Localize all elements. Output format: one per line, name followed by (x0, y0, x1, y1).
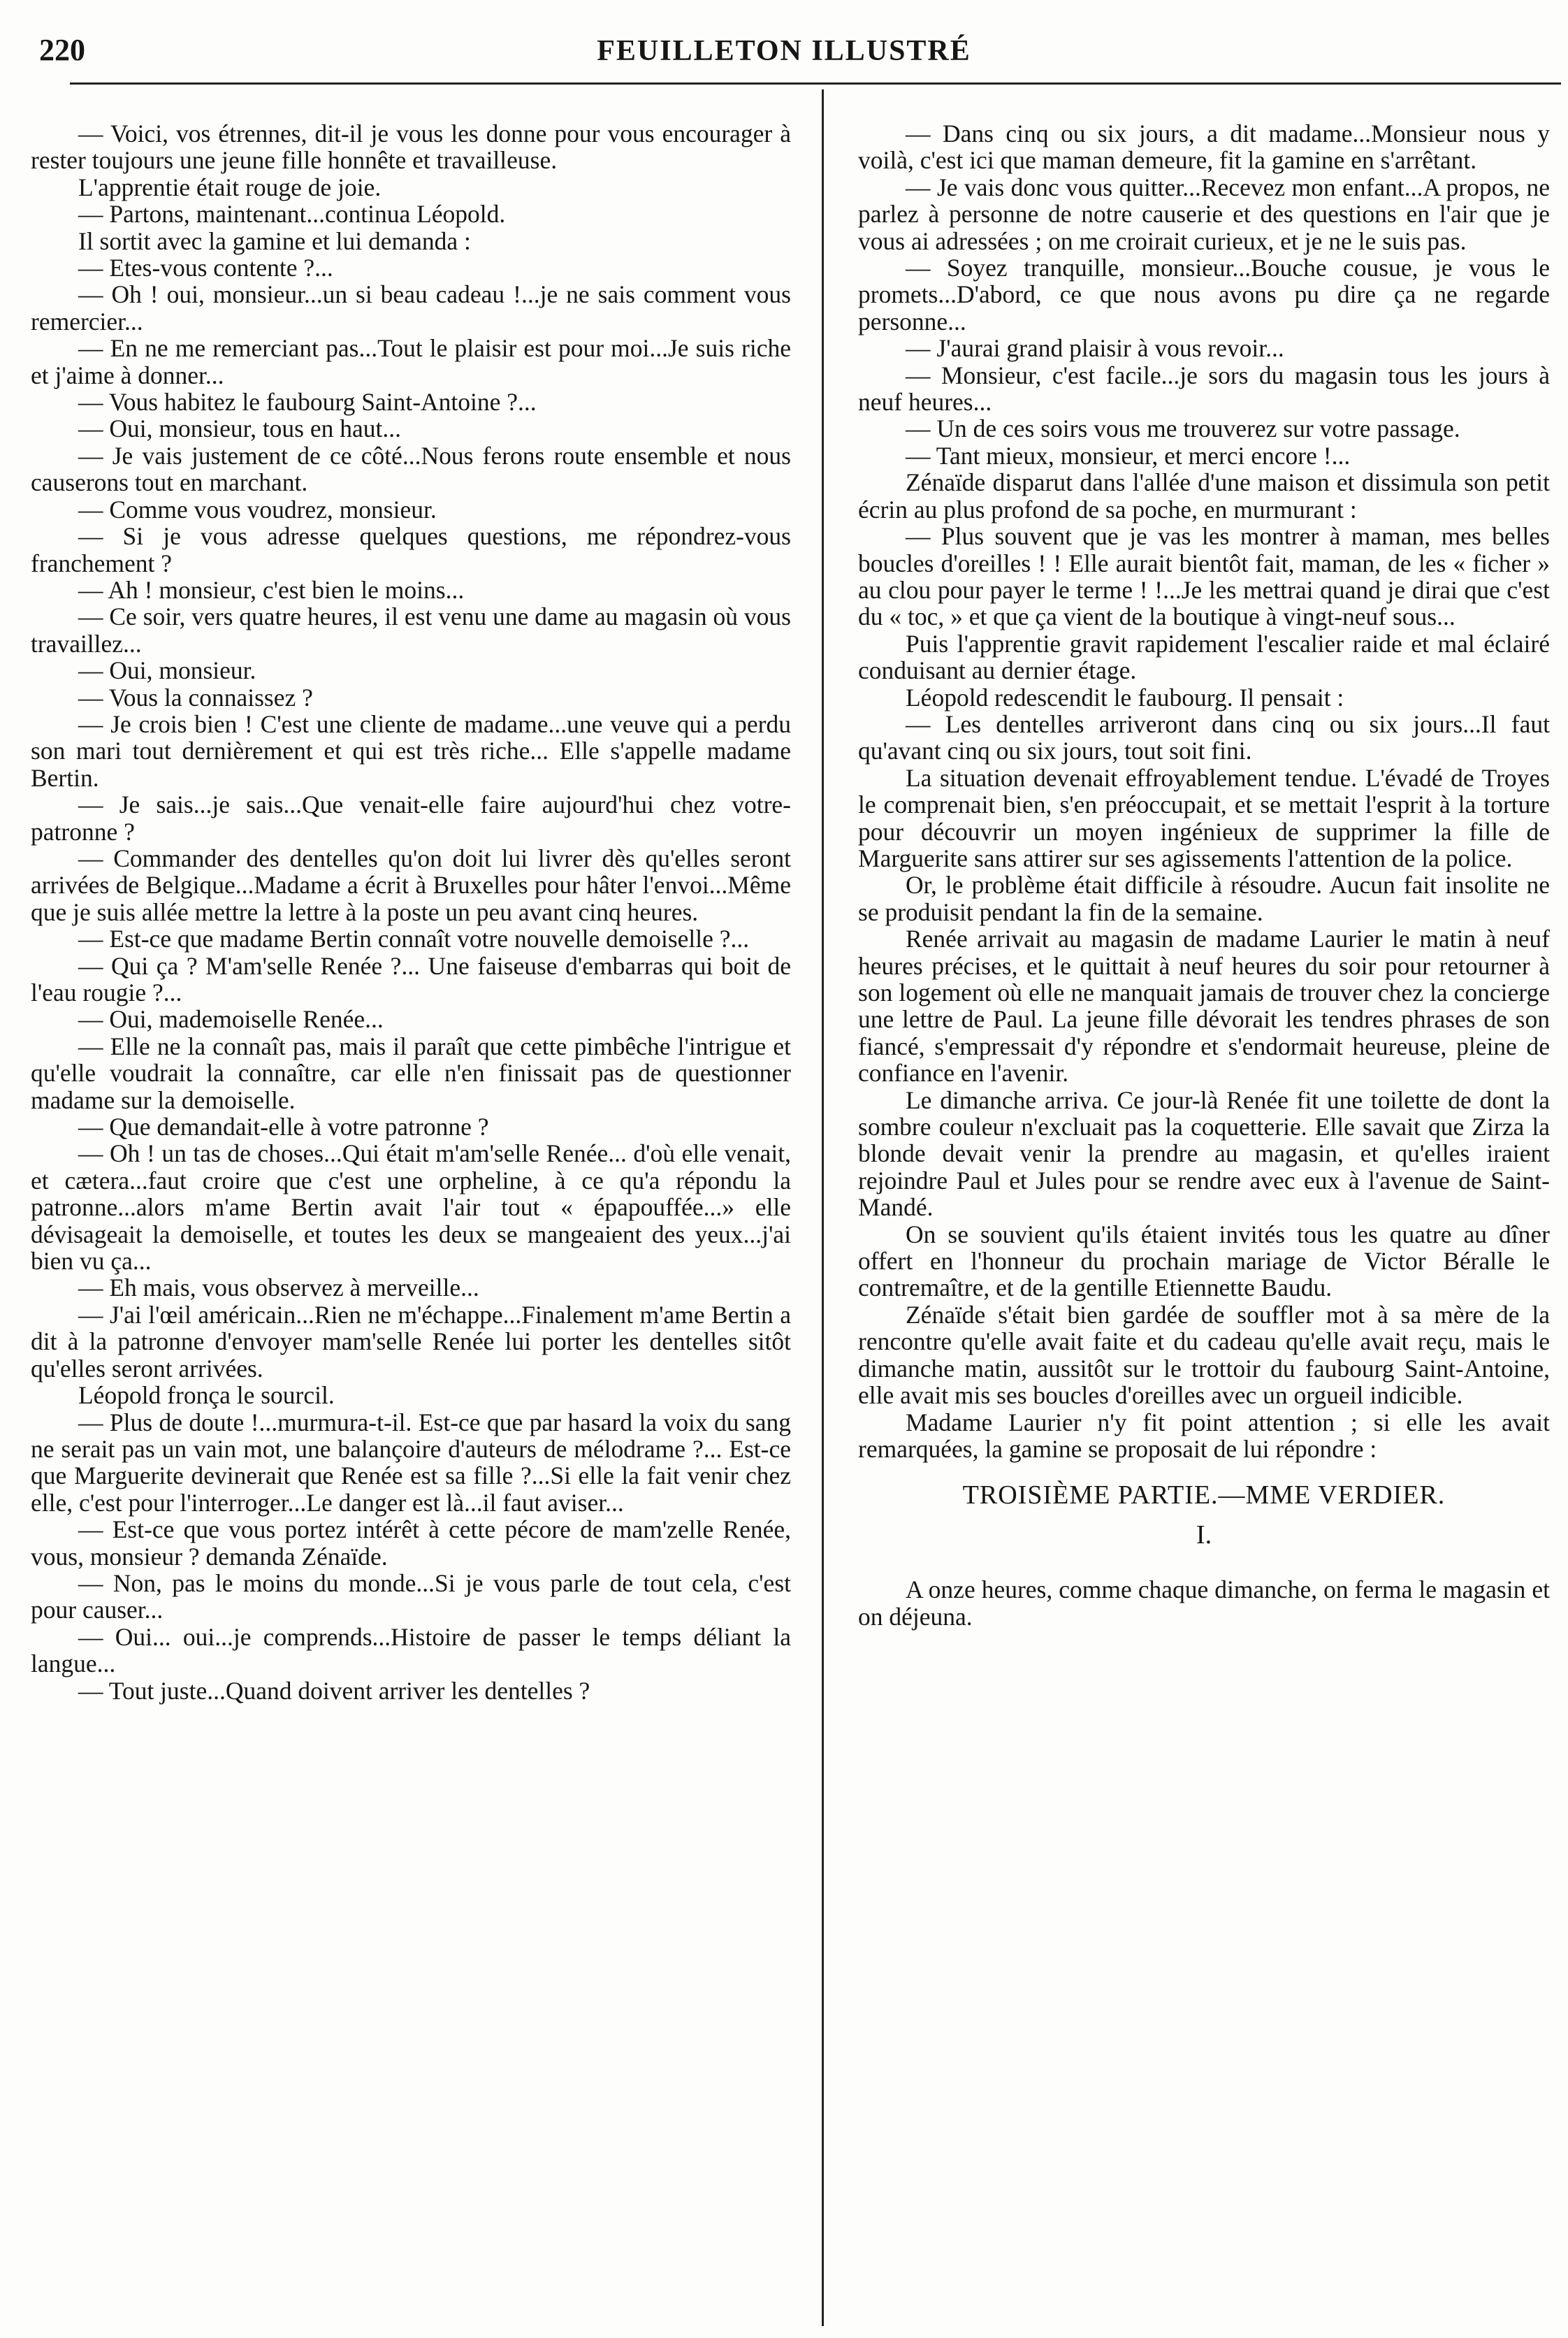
paragraph: A onze heures, comme chaque dimanche, on ferma le magasin et on déjeuna. (858, 1575, 1550, 1631)
paragraph: — Comme vous voudrez, monsieur. (78, 495, 437, 524)
paragraph: — Eh mais, vous observez à merveille... (78, 1273, 479, 1302)
paragraph: Renée arrivait au magasin de madame Laurier le matin à neuf heures précises, et le quittait à neuf heures du soir pour retourner à son logement où elle ne manquait jamais de trouver chez la concierge une lettre de Paul. La jeune fille dévorait les tendres phrases de son fiancé, s'empressait d'y répondre et s'endormait heureuse, pleine de confiance en l'avenir. (858, 925, 1550, 1088)
paragraph: — Vous la connaissez ? (78, 683, 313, 712)
paragraph: — Oui, monsieur. (78, 656, 256, 685)
paragraph: — Plus souvent que je vas les montrer à maman, mes belles boucles d'oreilles ! ! Elle aurait bientôt fait, maman, de les « ficher » au clou pour payer le terme ! !...Je les mettrai quand je dirai que c'est du « toc, » et que ça vient de la boutique à vingt-neuf sous... (858, 522, 1550, 631)
section-title: TROISIÈME PARTIE.—MME VERDIER. (962, 1480, 1446, 1510)
paragraph: — Qui ça ? M'am'selle Renée ?... Une faiseuse d'embarras qui boit de l'eau rougie ?... (31, 951, 791, 1006)
paragraph: — Oh ! un tas de choses...Qui était m'am'selle Renée... d'où elle venait, et cætera...faut croire que c'est une orpheline, à ce qu'a répondu la patronne...alors m'ame Bertin avait l'air tout « épapouffée...» elle dévisageait la demoiselle, et toutes les deux se mangeaient des yeux...j'ai bien vu ça... (31, 1139, 791, 1276)
paragraph: Léopold fronça le sourcil. (78, 1381, 335, 1410)
paragraph: — Je vais justement de ce côté...Nous ferons route ensemble et nous causerons tout en marchant. (31, 441, 791, 497)
paragraph: — Un de ces soirs vous me trouverez sur votre passage. (906, 414, 1460, 443)
paragraph: — Les dentelles arriveront dans cinq ou six jours...Il faut qu'avant cinq ou six jours, tout soit fini. (858, 709, 1550, 765)
paragraph: — Vous habitez le faubourg Saint-Antoine ?... (78, 388, 537, 417)
paragraph: — Non, pas le moins du monde...Si je vous parle de tout cela, c'est pour causer... (31, 1568, 791, 1624)
right-column (858, 120, 1550, 1630)
paragraph: — Que demandait-elle à votre patronne ? (78, 1113, 489, 1141)
paragraph: — Oui, monsieur, tous en haut... (78, 414, 402, 443)
chapter-number: I. (1196, 1520, 1212, 1550)
left-column (31, 120, 791, 1704)
paragraph: La situation devenait effroyablement tendue. L'évadé de Troyes le comprenait bien, s'en préoccupait, et se mettait l'esprit à la torture pour découvrir un moyen ingénieux de supprimer la fille de Marguerite sans attirer sur ses agissements l'attention de la police. (858, 763, 1550, 872)
page-number: 220 (39, 33, 85, 67)
paragraph: — Commander des dentelles qu'on doit lui livrer dès qu'elles seront arrivées de Belgique...Madame a écrit à Bruxelles pour hâter l'envoi...Même que je suis allée mettre la lettre à la poste un peu avant cinq heures. (31, 844, 791, 926)
paragraph: — Oui... oui...je comprends...Histoire de passer le temps déliant la langue... (31, 1622, 791, 1678)
paragraph: — Je vais donc vous quitter...Recevez mon enfant...A propos, ne parlez à personne de notre causerie et des questions en l'air que je vous ai adressées ; on me croirait curieux, et je ne le suis pas. (858, 173, 1550, 255)
paragraph: L'apprentie était rouge de joie. (78, 173, 382, 201)
paragraph: — Dans cinq ou six jours, a dit madame...Monsieur nous y voilà, c'est ici que maman demeure, fit la gamine en s'arrêtant. (858, 120, 1550, 175)
paragraph: — Oui, mademoiselle Renée... (78, 1005, 384, 1034)
paragraph: On se souvient qu'ils étaient invités tous les quatre au dîner offert en l'honneur du prochain mariage de Victor Béralle le contremaître, et de la gentille Etiennette Baudu. (858, 1220, 1550, 1302)
paragraph: — Je sais...je sais...Que venait-elle faire aujourd'hui chez votre-patronne ? (31, 791, 791, 846)
paragraph: Le dimanche arriva. Ce jour-là Renée fit une toilette de dont la sombre couleur n'excluait pas la coquetterie. Elle savait que Zirza la blonde devait venir la prendre au magasin, et qu'elles iraient rejoindre Paul et Jules pour se rendre avec eux à l'avenue de Saint-Mandé. (858, 1085, 1550, 1222)
running-title: FEUILLETON ILLUSTRÉ (597, 35, 971, 67)
header-rule (70, 82, 1561, 85)
paragraph: — Monsieur, c'est facile...je sors du magasin tous les jours à neuf heures... (858, 361, 1550, 417)
paragraph: Madame Laurier n'y fit point attention ; si elle les avait remarquées, la gamine se proposait de lui répondre : (858, 1408, 1550, 1463)
paragraph: — Oh ! oui, monsieur...un si beau cadeau !...je ne sais comment vous remercier... (31, 280, 791, 335)
paragraph: — Etes-vous contente ?... (78, 254, 333, 282)
paragraph: — Si je vous adresse quelques questions, me répondrez-vous franchement ? (31, 522, 791, 577)
paragraph: Or, le problème était difficile à résoudre. Aucun fait insolite ne se produisit pendant la fin de la semaine. (858, 871, 1550, 926)
page-header (0, 0, 1568, 84)
paragraph: — Est-ce que madame Bertin connaît votre nouvelle demoiselle ?... (78, 925, 750, 953)
paragraph: Léopold redescendit le faubourg. Il pensait : (906, 683, 1344, 712)
paragraph: — Tant mieux, monsieur, et merci encore !... (906, 441, 1351, 470)
paragraph: — Voici, vos étrennes, dit-il je vous les donne pour vous encourager à rester toujours une jeune fille honnête et travailleuse. (31, 120, 791, 175)
paragraph: — Partons, maintenant...continua Léopold. (78, 200, 506, 229)
paragraph: — Tout juste...Quand doivent arriver les dentelles ? (78, 1676, 590, 1705)
paragraph: — Soyez tranquille, monsieur...Bouche cousue, je vous le promets...D'abord, ce que nous avons pu dire ça ne regarde personne... (858, 254, 1550, 335)
paragraph: — Elle ne la connaît pas, mais il paraît que cette pimbêche l'intrigue et qu'elle voudrait la connaître, car elle n'en finissait pas de questionner madame sur la demoiselle. (31, 1032, 791, 1114)
paragraph: — Plus de doute !...murmura-t-il. Est-ce que par hasard la voix du sang ne serait pas un vain mot, une balançoire d'auteurs de mélodrame ?... Est-ce que Marguerite devinerait que Renée est sa fille ?...Si elle la fait venir chez elle, c'est pour l'interroger...Le danger est là...il faut aviser... (31, 1408, 791, 1517)
column-divider (822, 89, 824, 2326)
paragraph: Il sortit avec la gamine et lui demanda : (78, 226, 471, 255)
paragraph: — Je crois bien ! C'est une cliente de madame...une veuve qui a perdu son mari tout dernièrement et qui est très riche... Elle s'appelle madame Bertin. (31, 709, 791, 792)
paragraph: — J'ai l'œil américain...Rien ne m'échappe...Finalement m'ame Bertin a dit à la patronne d'envoyer mam'selle Renée lui porter les dentelles sitôt qu'elles seront arrivées. (31, 1300, 791, 1383)
paragraph: Zénaïde s'était bien gardée de souffler mot à sa mère de la rencontre qu'elle avait faite et du cadeau qu'elle avait reçu, mais le dimanche matin, aussitôt sur le trottoir du faubourg Saint-Antoine, elle avait mis ses boucles d'oreilles avec un orgueil indicible. (858, 1300, 1550, 1410)
paragraph: — En ne me remerciant pas...Tout le plaisir est pour moi...Je suis riche et j'aime à donner... (31, 334, 791, 389)
paragraph: — Est-ce que vous portez intérêt à cette pécore de mam'zelle Renée, vous, monsieur ? demanda Zénaïde. (31, 1515, 791, 1571)
paragraph: — Ah ! monsieur, c'est bien le moins... (78, 575, 465, 604)
paragraph: Puis l'apprentie gravit rapidement l'escalier raide et mal éclairé conduisant au dernier étage. (858, 629, 1550, 685)
paragraph: — Ce soir, vers quatre heures, il est venu une dame au magasin où vous travaillez... (31, 602, 791, 658)
paragraph: — J'aurai grand plaisir à vous revoir... (906, 334, 1284, 363)
paragraph: Zénaïde disparut dans l'allée d'une maison et dissimula son petit écrin au plus profond de sa poche, en murmurant : (858, 468, 1550, 524)
